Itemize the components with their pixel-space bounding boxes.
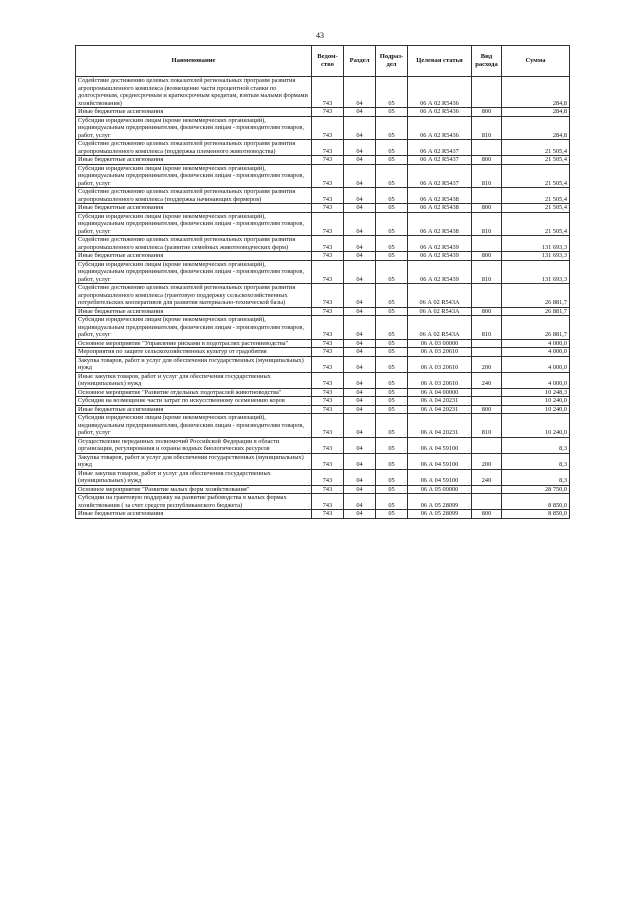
cell-razdel: 04 <box>344 348 376 357</box>
cell-celevaya: 06 А 05 28099 <box>408 494 472 510</box>
header-vid: Вид расхода <box>472 46 502 77</box>
cell-summa: 21 505,4 <box>502 204 570 213</box>
cell-name: Содействие достижению целевых показателей региональных программ развития агропромышленного комплекса (поддержка начинающих фермеров) <box>76 188 312 204</box>
cell-razdel: 04 <box>344 307 376 316</box>
cell-podrazdel: 05 <box>376 108 408 117</box>
cell-name: Иные бюджетные ассигнования <box>76 252 312 261</box>
cell-razdel: 04 <box>344 356 376 372</box>
header-razdel: Раздел <box>344 46 376 77</box>
cell-vid <box>472 77 502 108</box>
cell-celevaya: 06 А 04 20231 <box>408 414 472 438</box>
cell-celevaya: 06 А 04 00000 <box>408 388 472 397</box>
table-row <box>76 494 570 510</box>
cell-vid <box>472 437 502 453</box>
cell-razdel: 04 <box>344 405 376 414</box>
cell-ved: 743 <box>312 494 344 510</box>
cell-vid: 200 <box>472 453 502 469</box>
cell-ved: 743 <box>312 204 344 213</box>
cell-celevaya: 06 А 04 59100 <box>408 469 472 485</box>
cell-name: Закупка товаров, работ и услуг для обеспечения государственных (муниципальных) нужд <box>76 453 312 469</box>
cell-vid <box>472 397 502 406</box>
cell-summa: 284,8 <box>502 116 570 140</box>
cell-name: Содействие достижению целевых показателей региональных программ развития агропромышленного комплекса (грантовую поддержку сельскохозяйственных потребительских кооперативов для развития материально-технической базы) <box>76 284 312 308</box>
cell-name: Иные бюджетные ассигнования <box>76 204 312 213</box>
cell-razdel: 04 <box>344 212 376 236</box>
cell-celevaya: 06 А 02 R5436 <box>408 108 472 117</box>
cell-ved: 743 <box>312 212 344 236</box>
cell-vid: 800 <box>472 510 502 519</box>
cell-vid <box>472 348 502 357</box>
cell-razdel: 04 <box>344 453 376 469</box>
table-row <box>76 307 570 316</box>
cell-podrazdel: 05 <box>376 252 408 261</box>
cell-summa: 4 000,0 <box>502 339 570 348</box>
cell-podrazdel: 05 <box>376 164 408 188</box>
cell-summa: 26 881,7 <box>502 316 570 340</box>
cell-celevaya: 06 А 02 R5439 <box>408 260 472 284</box>
cell-name: Содействие достижению целевых показателей региональных программ развития агропромышленного комплекса (возмещение части процентной ставки по долгосрочным, среднесрочным и краткосрочным кредитам, взятым малыми формами хозяйствования) <box>76 77 312 108</box>
cell-celevaya: 06 А 02 R5438 <box>408 212 472 236</box>
cell-razdel: 04 <box>344 77 376 108</box>
table-row <box>76 414 570 438</box>
cell-ved: 743 <box>312 339 344 348</box>
cell-vid <box>472 140 502 156</box>
cell-ved: 743 <box>312 188 344 204</box>
cell-vid: 800 <box>472 204 502 213</box>
cell-summa: 284,8 <box>502 108 570 117</box>
cell-razdel: 04 <box>344 108 376 117</box>
cell-podrazdel: 05 <box>376 348 408 357</box>
cell-vid <box>472 236 502 252</box>
cell-podrazdel: 05 <box>376 284 408 308</box>
cell-razdel: 04 <box>344 116 376 140</box>
cell-summa: 21 505,4 <box>502 164 570 188</box>
header-name: Наименование <box>76 46 312 77</box>
cell-razdel: 04 <box>344 510 376 519</box>
cell-celevaya: 06 А 02 R5439 <box>408 236 472 252</box>
cell-razdel: 04 <box>344 339 376 348</box>
cell-vid: 810 <box>472 260 502 284</box>
table-row <box>76 485 570 494</box>
table-row <box>76 116 570 140</box>
table-row <box>76 188 570 204</box>
cell-podrazdel: 05 <box>376 510 408 519</box>
cell-name: Субсидии юридическим лицам (кроме некоммерческих организаций), индивидуальным предпринимателям, физическим лицам - производителям товаров, работ, услуг <box>76 116 312 140</box>
cell-celevaya: 06 А 02 R543А <box>408 307 472 316</box>
cell-celevaya: 06 А 05 28099 <box>408 510 472 519</box>
table-row <box>76 316 570 340</box>
table-row <box>76 108 570 117</box>
cell-podrazdel: 05 <box>376 437 408 453</box>
cell-name: Субсидия на возмещение части затрат по искусственному осеменению коров <box>76 397 312 406</box>
cell-razdel: 04 <box>344 469 376 485</box>
cell-name: Субсидии юридическим лицам (кроме некоммерческих организаций), индивидуальным предпринимателям, физическим лицам - производителям товаров, работ, услуг <box>76 260 312 284</box>
table-row <box>76 388 570 397</box>
table-row <box>76 156 570 165</box>
cell-ved: 743 <box>312 140 344 156</box>
cell-ved: 743 <box>312 284 344 308</box>
cell-vid <box>472 284 502 308</box>
cell-celevaya: 06 А 02 R5437 <box>408 164 472 188</box>
cell-vid: 800 <box>472 108 502 117</box>
cell-summa: 10 240,0 <box>502 405 570 414</box>
cell-summa: 8 850,0 <box>502 494 570 510</box>
cell-razdel: 04 <box>344 485 376 494</box>
cell-celevaya: 06 А 04 59100 <box>408 437 472 453</box>
cell-razdel: 04 <box>344 284 376 308</box>
cell-name: Иные закупки товаров, работ и услуг для обеспечения государственных (муниципальных) нужд <box>76 372 312 388</box>
cell-ved: 743 <box>312 372 344 388</box>
cell-summa: 21 505,4 <box>502 188 570 204</box>
cell-celevaya: 06 А 03 20610 <box>408 372 472 388</box>
cell-vid <box>472 388 502 397</box>
cell-podrazdel: 05 <box>376 485 408 494</box>
cell-celevaya: 06 А 02 R543А <box>408 316 472 340</box>
cell-summa: 26 881,7 <box>502 284 570 308</box>
cell-vid <box>472 494 502 510</box>
cell-celevaya: 06 А 02 R5437 <box>408 140 472 156</box>
cell-vid: 810 <box>472 316 502 340</box>
cell-razdel: 04 <box>344 252 376 261</box>
cell-celevaya: 06 А 02 R5438 <box>408 188 472 204</box>
cell-podrazdel: 05 <box>376 307 408 316</box>
table-row <box>76 212 570 236</box>
cell-razdel: 04 <box>344 494 376 510</box>
cell-vid: 810 <box>472 116 502 140</box>
header-ved: Ведом-ство <box>312 46 344 77</box>
cell-podrazdel: 05 <box>376 212 408 236</box>
cell-summa: 26 881,7 <box>502 307 570 316</box>
table-row <box>76 405 570 414</box>
cell-ved: 743 <box>312 116 344 140</box>
cell-celevaya: 06 А 04 59100 <box>408 453 472 469</box>
cell-summa: 8,3 <box>502 437 570 453</box>
table-row <box>76 77 570 108</box>
table-row <box>76 236 570 252</box>
cell-name: Основное мероприятие "Развитие малых форм хозяйствования" <box>76 485 312 494</box>
cell-razdel: 04 <box>344 437 376 453</box>
cell-celevaya: 06 А 02 R5436 <box>408 77 472 108</box>
cell-ved: 743 <box>312 510 344 519</box>
cell-ved: 743 <box>312 485 344 494</box>
cell-name: Субсидии на грантовую поддержку на развитие рыбоводства в малых формах хозяйствования ( за счет средств республиканского бюджета) <box>76 494 312 510</box>
cell-ved: 743 <box>312 156 344 165</box>
table-row <box>76 204 570 213</box>
table-row <box>76 348 570 357</box>
cell-summa: 28 750,0 <box>502 485 570 494</box>
cell-celevaya: 06 А 02 R543А <box>408 284 472 308</box>
cell-podrazdel: 05 <box>376 77 408 108</box>
cell-celevaya: 06 А 02 R5438 <box>408 204 472 213</box>
cell-summa: 8 850,0 <box>502 510 570 519</box>
cell-vid: 810 <box>472 212 502 236</box>
cell-vid: 240 <box>472 469 502 485</box>
cell-podrazdel: 05 <box>376 397 408 406</box>
cell-ved: 743 <box>312 437 344 453</box>
cell-name: Содействие достижению целевых показателей региональных программ развития агропромышленного комплекса (поддержка племенного животноводства) <box>76 140 312 156</box>
cell-razdel: 04 <box>344 156 376 165</box>
table-row <box>76 284 570 308</box>
cell-ved: 743 <box>312 388 344 397</box>
cell-summa: 131 693,3 <box>502 260 570 284</box>
cell-podrazdel: 05 <box>376 116 408 140</box>
cell-name: Основное мероприятие "Управление рисками в подотраслях растениеводства" <box>76 339 312 348</box>
cell-razdel: 04 <box>344 372 376 388</box>
cell-ved: 743 <box>312 316 344 340</box>
cell-ved: 743 <box>312 164 344 188</box>
cell-celevaya: 06 А 02 R5436 <box>408 116 472 140</box>
table-row <box>76 469 570 485</box>
cell-name: Иные закупки товаров, работ и услуг для обеспечения государственных (муниципальных) нужд <box>76 469 312 485</box>
cell-name: Иные бюджетные ассигнования <box>76 405 312 414</box>
cell-celevaya: 06 А 03 20610 <box>408 356 472 372</box>
table-row <box>76 397 570 406</box>
cell-podrazdel: 05 <box>376 356 408 372</box>
cell-ved: 743 <box>312 397 344 406</box>
cell-vid <box>472 485 502 494</box>
cell-razdel: 04 <box>344 164 376 188</box>
cell-ved: 743 <box>312 453 344 469</box>
cell-summa: 4 000,0 <box>502 348 570 357</box>
cell-summa: 10 248,3 <box>502 388 570 397</box>
cell-summa: 21 505,4 <box>502 212 570 236</box>
cell-vid <box>472 339 502 348</box>
cell-name: Субсидии юридическим лицам (кроме некоммерческих организаций), индивидуальным предпринимателям, физическим лицам - производителям товаров, работ, услуг <box>76 164 312 188</box>
cell-name: Иные бюджетные ассигнования <box>76 108 312 117</box>
cell-vid: 240 <box>472 372 502 388</box>
page-number: 43 <box>316 31 324 40</box>
cell-ved: 743 <box>312 77 344 108</box>
cell-ved: 743 <box>312 108 344 117</box>
cell-ved: 743 <box>312 252 344 261</box>
cell-celevaya: 06 А 02 R5439 <box>408 252 472 261</box>
table-row <box>76 252 570 261</box>
cell-ved: 743 <box>312 405 344 414</box>
cell-celevaya: 06 А 05 00000 <box>408 485 472 494</box>
cell-ved: 743 <box>312 307 344 316</box>
cell-razdel: 04 <box>344 204 376 213</box>
budget-table <box>75 45 570 519</box>
cell-razdel: 04 <box>344 188 376 204</box>
cell-podrazdel: 05 <box>376 405 408 414</box>
cell-podrazdel: 05 <box>376 188 408 204</box>
cell-vid: 200 <box>472 356 502 372</box>
table-row <box>76 164 570 188</box>
table-row <box>76 510 570 519</box>
cell-podrazdel: 05 <box>376 414 408 438</box>
cell-vid: 810 <box>472 164 502 188</box>
header-summa: Сумма <box>502 46 570 77</box>
cell-ved: 743 <box>312 236 344 252</box>
table-body <box>76 77 570 519</box>
cell-summa: 4 000,0 <box>502 372 570 388</box>
table-row <box>76 437 570 453</box>
cell-summa: 8,3 <box>502 453 570 469</box>
cell-razdel: 04 <box>344 140 376 156</box>
table-row <box>76 339 570 348</box>
cell-vid <box>472 188 502 204</box>
cell-razdel: 04 <box>344 388 376 397</box>
cell-name: Иные бюджетные ассигнования <box>76 156 312 165</box>
cell-celevaya: 06 А 02 R5437 <box>408 156 472 165</box>
header-celevaya: Целевая статья <box>408 46 472 77</box>
cell-podrazdel: 05 <box>376 236 408 252</box>
cell-razdel: 04 <box>344 414 376 438</box>
cell-ved: 743 <box>312 348 344 357</box>
cell-podrazdel: 05 <box>376 453 408 469</box>
cell-ved: 743 <box>312 414 344 438</box>
cell-ved: 743 <box>312 356 344 372</box>
cell-name: Содействие достижению целевых показателей региональных программ развития агропромышленного комплекса (развитие семейных животноводческих ферм) <box>76 236 312 252</box>
cell-summa: 131 693,3 <box>502 236 570 252</box>
cell-name: Иные бюджетные ассигнования <box>76 510 312 519</box>
cell-razdel: 04 <box>344 260 376 284</box>
cell-podrazdel: 05 <box>376 204 408 213</box>
cell-razdel: 04 <box>344 236 376 252</box>
cell-podrazdel: 05 <box>376 339 408 348</box>
cell-podrazdel: 05 <box>376 469 408 485</box>
cell-celevaya: 06 А 04 20231 <box>408 405 472 414</box>
cell-podrazdel: 05 <box>376 372 408 388</box>
cell-podrazdel: 05 <box>376 388 408 397</box>
cell-ved: 743 <box>312 260 344 284</box>
cell-vid: 800 <box>472 252 502 261</box>
cell-name: Субсидии юридическим лицам (кроме некоммерческих организаций), индивидуальным предпринимателям, физическим лицам - производителям товаров, работ, услуг <box>76 212 312 236</box>
cell-summa: 21 505,4 <box>502 156 570 165</box>
table-row <box>76 453 570 469</box>
cell-podrazdel: 05 <box>376 156 408 165</box>
cell-summa: 131 693,3 <box>502 252 570 261</box>
cell-podrazdel: 05 <box>376 140 408 156</box>
cell-name: Субсидии юридическим лицам (кроме некоммерческих организаций), индивидуальным предпринимателям, физическим лицам - производителям товаров, работ, услуг <box>76 414 312 438</box>
cell-summa: 21 505,4 <box>502 140 570 156</box>
cell-summa: 10 240,0 <box>502 414 570 438</box>
cell-podrazdel: 05 <box>376 260 408 284</box>
cell-vid: 800 <box>472 156 502 165</box>
cell-name: Мероприятия по защите сельскохозяйственных культур от градобития <box>76 348 312 357</box>
table-row <box>76 356 570 372</box>
cell-summa: 8,3 <box>502 469 570 485</box>
cell-ved: 743 <box>312 469 344 485</box>
table-row <box>76 260 570 284</box>
cell-vid: 800 <box>472 405 502 414</box>
cell-celevaya: 06 А 03 20610 <box>408 348 472 357</box>
cell-name: Иные бюджетные ассигнования <box>76 307 312 316</box>
cell-summa: 10 240,0 <box>502 397 570 406</box>
cell-summa: 4 000,0 <box>502 356 570 372</box>
cell-summa: 284,8 <box>502 77 570 108</box>
table-row <box>76 372 570 388</box>
cell-vid: 810 <box>472 414 502 438</box>
cell-podrazdel: 05 <box>376 494 408 510</box>
header-podrazdel: Подраз-дел <box>376 46 408 77</box>
cell-name: Закупка товаров, работ и услуг для обеспечения государственных (муниципальных) нужд <box>76 356 312 372</box>
table-row <box>76 140 570 156</box>
cell-razdel: 04 <box>344 397 376 406</box>
cell-podrazdel: 05 <box>376 316 408 340</box>
cell-celevaya: 06 А 03 00000 <box>408 339 472 348</box>
cell-razdel: 04 <box>344 316 376 340</box>
cell-vid: 800 <box>472 307 502 316</box>
table-header-row <box>76 46 570 77</box>
cell-name: Осуществление переданных полномочий Российской Федерации в области организации, регулирования и охраны водных биологических ресурсов <box>76 437 312 453</box>
cell-name: Субсидии юридическим лицам (кроме некоммерческих организаций), индивидуальным предпринимателям, физическим лицам - производителям товаров, работ, услуг <box>76 316 312 340</box>
cell-celevaya: 06 А 04 20231 <box>408 397 472 406</box>
cell-name: Основное мероприятие "Развитие отдельных подотраслей животноводства" <box>76 388 312 397</box>
